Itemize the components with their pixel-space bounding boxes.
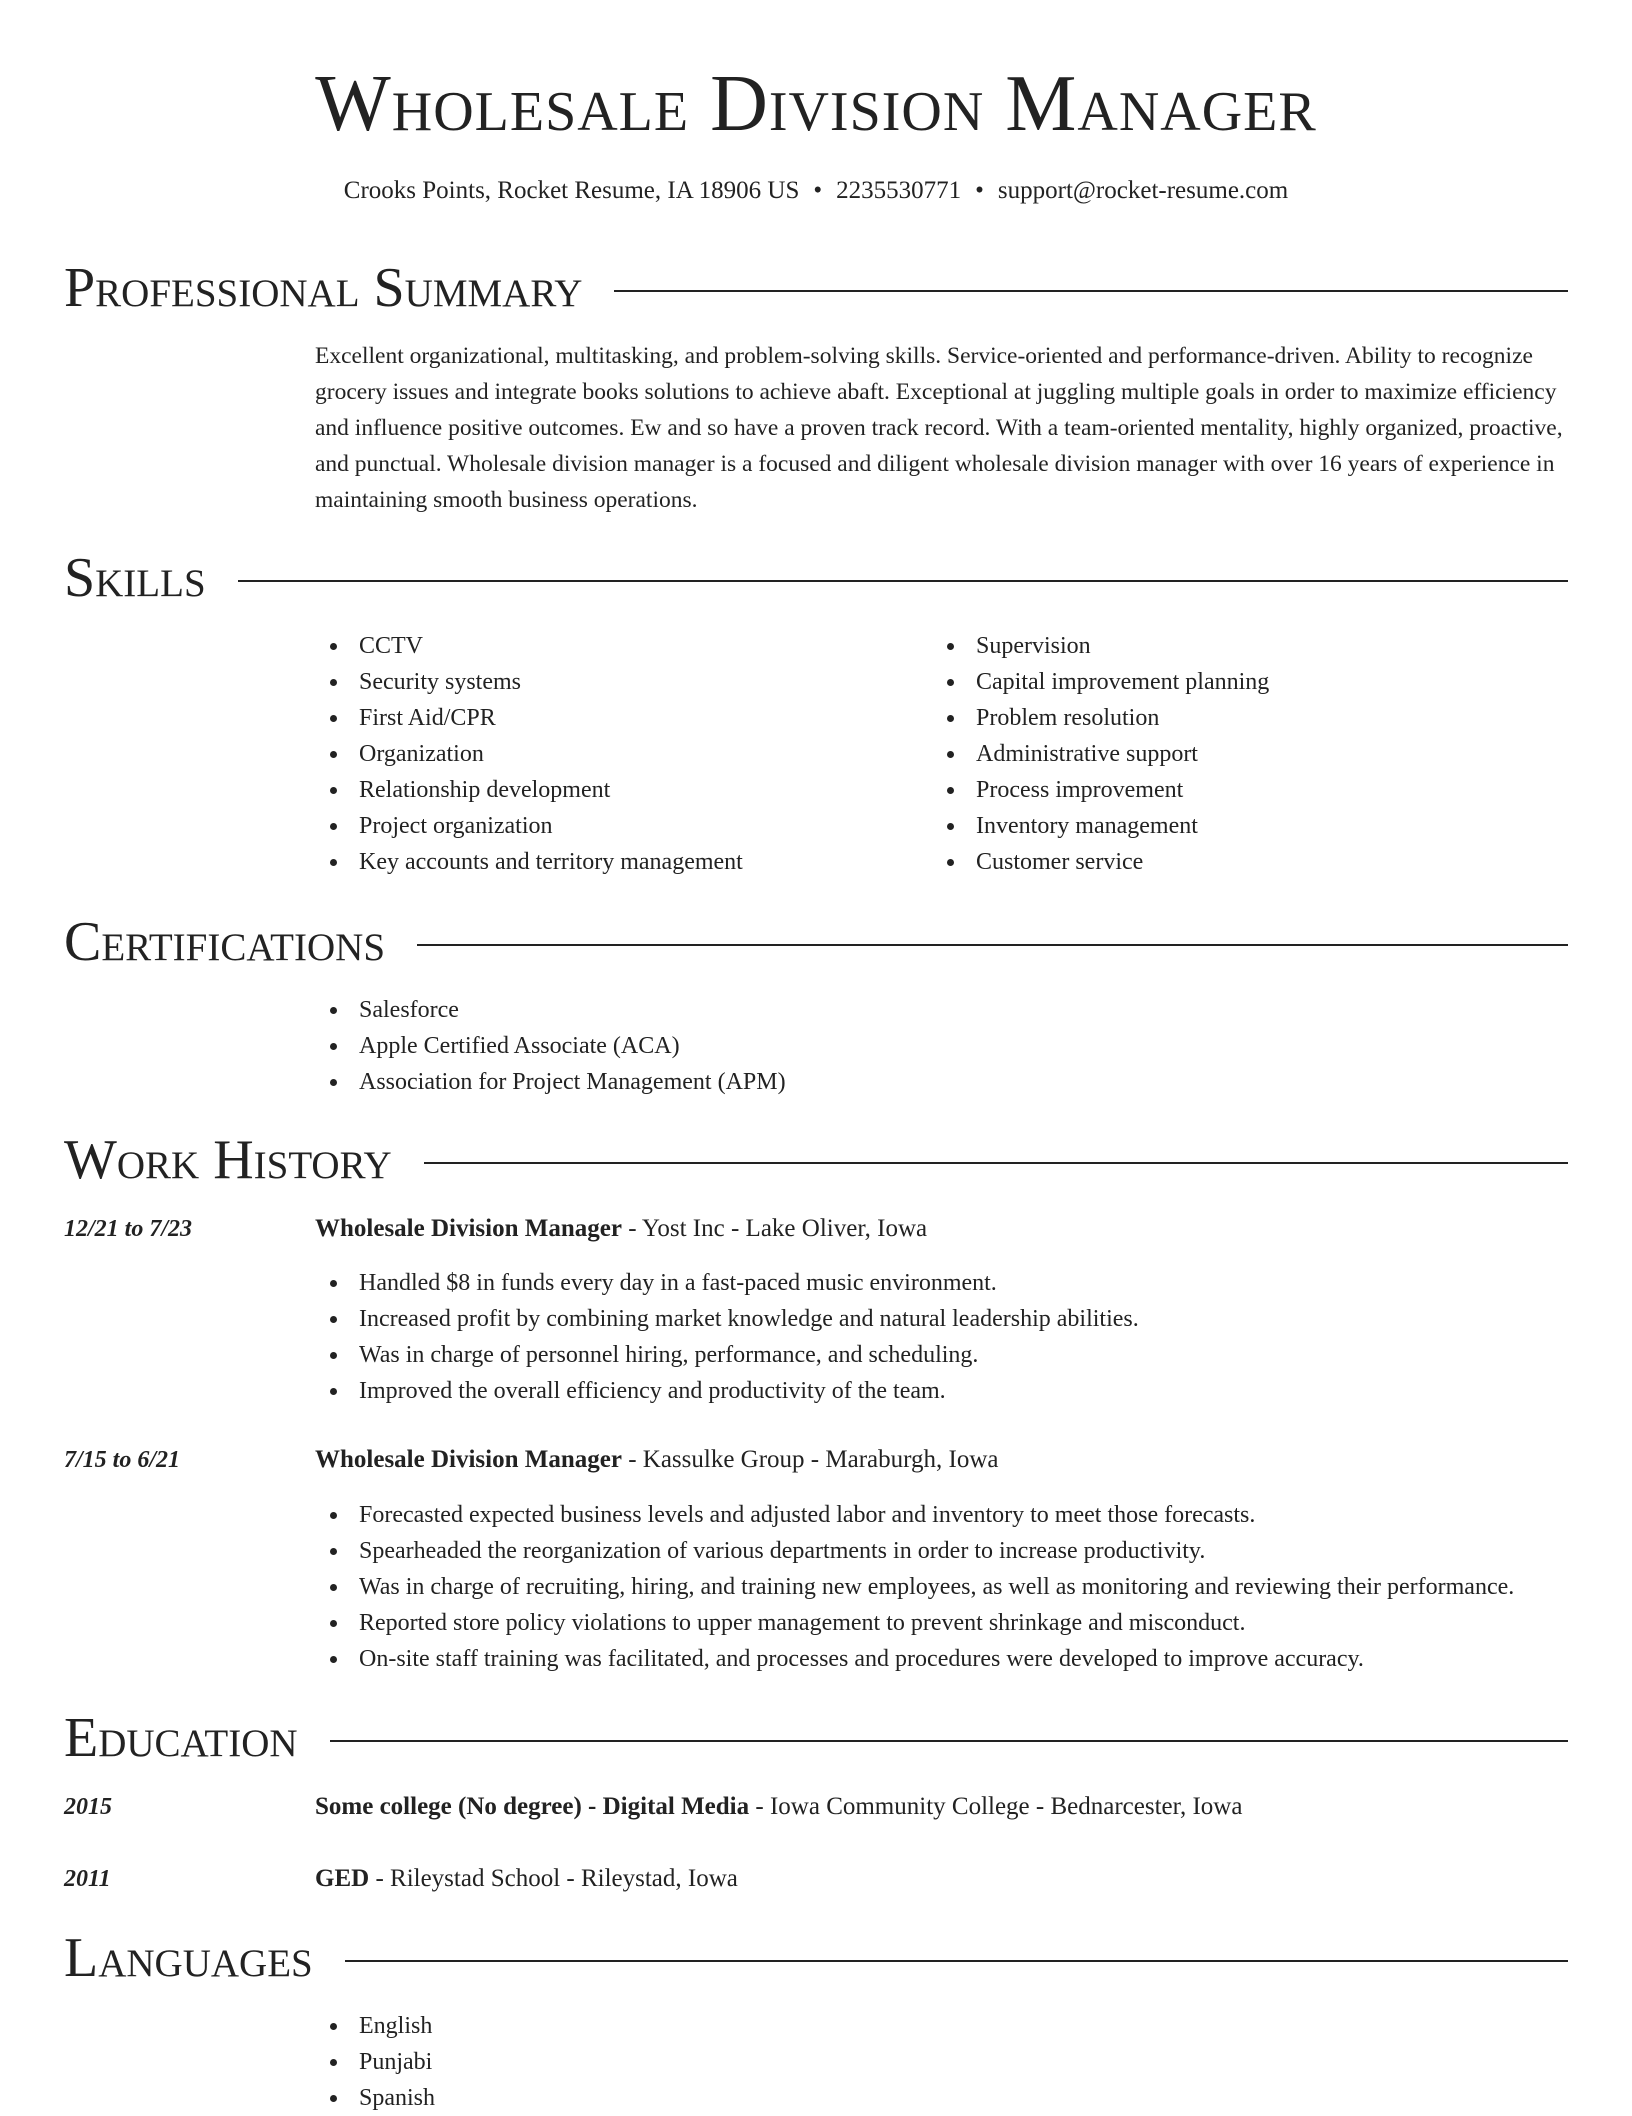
- education-degree: Some college (No degree) - Digital Media: [315, 1793, 750, 1820]
- skills-list-left: [315, 628, 743, 880]
- skill-item: Organization: [315, 736, 743, 772]
- skill-item: Relationship development: [315, 772, 743, 808]
- job-bullet: On-site staff training was facilitated, and processes and procedures were developed to improve accuracy.: [315, 1641, 1514, 1677]
- education-details: - Iowa Community College - Bednarcester, Iowa: [749, 1793, 1243, 1820]
- language-item: English: [315, 2008, 435, 2044]
- section-skills-heading: [64, 546, 1568, 610]
- job-bullet: Handled $8 in funds every day in a fast-paced music environment.: [315, 1265, 1139, 1301]
- job-dates: 12/21 to 7/23: [64, 1216, 193, 1242]
- skills-list-right: [932, 628, 1269, 880]
- section-rule: [424, 1162, 1568, 1164]
- section-title: Languages: [64, 1927, 313, 1989]
- separator: •: [975, 177, 984, 204]
- job-dates: 7/15 to 6/21: [64, 1447, 181, 1473]
- summary-text: Excellent organizational, multitasking, and problem-solving skills. Service-oriented and performance-driven. Ability to recognize grocery issues and integrate books solutions to achieve abaft. Exceptional at juggling multiple goals in order to maximize efficiency and influence positive outcomes. Ew and so have a proven track record. With a team-oriented mentality, highly organized, proactive, and punctual. Wholesale division manager is a focused and diligent wholesale division manager with over 16 years of experience in maintaining smooth business operations.: [315, 343, 1563, 513]
- section-rule: [614, 290, 1568, 292]
- skill-item: Key accounts and territory management: [315, 844, 743, 880]
- skill-item: Project organization: [315, 808, 743, 844]
- skill-item: Inventory management: [932, 808, 1269, 844]
- skill-item: Process improvement: [932, 772, 1269, 808]
- education-year: 2011: [64, 1866, 111, 1892]
- section-languages-heading: [64, 1926, 1568, 1990]
- certification-item: Salesforce: [315, 992, 786, 1028]
- email[interactable]: support@rocket-resume.com: [997, 177, 1289, 204]
- section-rule: [417, 944, 1568, 946]
- section-certifications-heading: [64, 910, 1568, 974]
- job-bullet: Spearheaded the reorganization of various departments in order to increase productivity.: [315, 1533, 1514, 1569]
- job-bullets: [315, 1265, 1139, 1409]
- job-bullet: Reported store policy violations to upper management to prevent shrinkage and misconduct.: [315, 1605, 1514, 1641]
- job-role: Wholesale Division Manager: [315, 1215, 622, 1242]
- language-item: Spanish: [315, 2080, 435, 2116]
- section-education-heading: [64, 1706, 1568, 1770]
- separator: •: [813, 177, 823, 204]
- language-item: Punjabi: [315, 2044, 435, 2080]
- address: Crooks Points, Rocket Resume, IA 18906 US: [343, 177, 800, 204]
- section-rule: [330, 1740, 1568, 1742]
- job-details: - Yost Inc - Lake Oliver, Iowa: [621, 1215, 928, 1242]
- skill-item: Customer service: [932, 844, 1269, 880]
- section-title: Education: [64, 1707, 298, 1769]
- skill-item: First Aid/CPR: [315, 700, 743, 736]
- section-title: Work History: [64, 1129, 392, 1191]
- skill-item: Problem resolution: [932, 700, 1269, 736]
- job-bullet: Was in charge of recruiting, hiring, and training new employees, as well as monitoring and reviewing their performance.: [315, 1569, 1514, 1605]
- section-title: Skills: [64, 547, 206, 609]
- certifications-list: [315, 992, 786, 1100]
- section-summary-heading: [64, 256, 1568, 320]
- section-rule: [345, 1960, 1568, 1962]
- job-bullets: [315, 1497, 1514, 1677]
- job-bullet: Increased profit by combining market knowledge and natural leadership abilities.: [315, 1301, 1139, 1337]
- skill-item: Security systems: [315, 664, 743, 700]
- job-bullet: Forecasted expected business levels and adjusted labor and inventory to meet those forecasts.: [315, 1497, 1514, 1533]
- section-work-heading: [64, 1128, 1568, 1192]
- section-title: Certifications: [64, 911, 386, 973]
- education-degree: GED: [315, 1865, 370, 1892]
- skill-item: Supervision: [932, 628, 1269, 664]
- section-title: Professional Summary: [64, 257, 583, 319]
- education-year: 2015: [64, 1794, 112, 1820]
- certification-item: Apple Certified Associate (ACA): [315, 1028, 786, 1064]
- languages-list: [315, 2008, 435, 2116]
- section-rule: [238, 580, 1568, 582]
- job-bullet: Was in charge of personnel hiring, performance, and scheduling.: [315, 1337, 1139, 1373]
- job-details: - Kassulke Group - Maraburgh, Iowa: [621, 1446, 999, 1473]
- education-details: - Rileystad School - Rileystad, Iowa: [369, 1865, 738, 1892]
- job-bullet: Improved the overall efficiency and productivity of the team.: [315, 1373, 1139, 1409]
- job-role: Wholesale Division Manager: [315, 1446, 622, 1473]
- skill-item: Capital improvement planning: [932, 664, 1269, 700]
- skill-item: Administrative support: [932, 736, 1269, 772]
- phone: 2235530771: [836, 177, 962, 204]
- contact-line: [0, 174, 1632, 208]
- certification-item: Association for Project Management (APM): [315, 1064, 786, 1100]
- education-heading: [315, 1862, 738, 1896]
- education-heading: [315, 1790, 1242, 1824]
- job-heading: [315, 1443, 998, 1477]
- skill-item: CCTV: [315, 628, 743, 664]
- job-heading: [315, 1212, 927, 1246]
- candidate-name: Wholesale Division Manager: [315, 60, 1317, 148]
